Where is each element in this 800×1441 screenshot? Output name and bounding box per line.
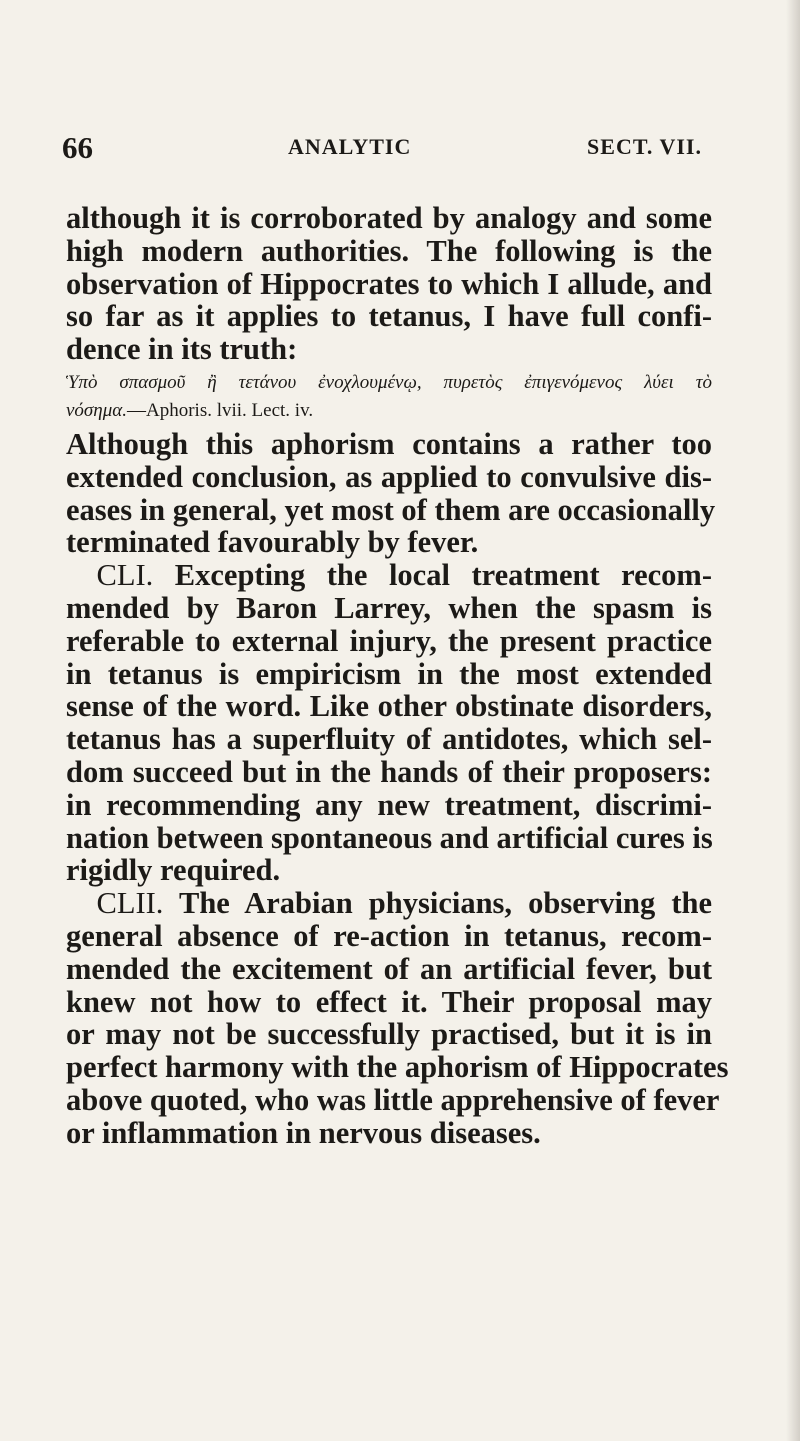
text-line: tetanus has a superfluity of antidotes, which sel-: [66, 722, 712, 757]
paragraph-intro: [66, 202, 712, 366]
section-number: CLII.: [96, 886, 164, 921]
text-line: dence in its truth:: [66, 332, 298, 367]
quote-citation: —Aphoris. lvii. Lect. iv.: [127, 399, 314, 421]
text-line: referable to external injury, the present practice: [66, 623, 712, 658]
text-line: although it is corroborated by analogy and some: [66, 201, 712, 235]
text-line: or may not be successfully practised, but it is in: [66, 1017, 712, 1052]
greek-quote-line: Ὑπὸ σπασμοῦ ἢ τετάνου ἐνοχλουμένῳ, πυρετὸς ἐπιγενόμενος λύει τὸ: [66, 371, 712, 393]
text-line: mended by Baron Larrey, when the spasm is: [66, 590, 712, 625]
paragraph-clii: [66, 886, 729, 1150]
text-line: eases in general, yet most of them are occasionally: [66, 492, 716, 527]
page-edge-shadow: [786, 0, 800, 1441]
text-line: sense of the word. Like other obstinate disorders,: [66, 689, 712, 724]
text-line: in recommending any new treatment, discrimi-: [66, 787, 712, 822]
text-line: observation of Hippocrates to which I allude, and: [66, 266, 712, 301]
text-line: dom succeed but in the hands of their proposers:: [66, 754, 712, 789]
paragraph-aphorism: [66, 426, 716, 560]
text-line: so far as it applies to tetanus, I have full confi-: [66, 299, 712, 334]
greek-quote-line: [66, 400, 712, 422]
page-body: [66, 201, 729, 1150]
text-line: nation between spontaneous and artificial cures is: [66, 820, 713, 855]
text-line: high modern authorities. The following is the: [66, 233, 712, 268]
text-line: terminated favourably by fever.: [66, 525, 479, 560]
text-line: extended conclusion, as applied to convulsive dis-: [66, 459, 712, 494]
text-line: knew not how to effect it. Their proposal may: [66, 984, 712, 1019]
text-line: in tetanus is empiricism in the most extended: [66, 656, 712, 691]
text-line: above quoted, who was little apprehensive of fever: [66, 1082, 720, 1117]
paragraph-cli: [66, 559, 712, 887]
greek-quote: [66, 372, 712, 422]
page-header: [62, 130, 702, 170]
text-line: perfect harmony with the aphorism of Hippocrates: [66, 1050, 729, 1085]
section-label: SECT. VII.: [587, 134, 702, 159]
text-line: rigidly required.: [66, 853, 281, 888]
text-line-rest: The Arabian physicians, observing the: [163, 886, 712, 921]
page-number: 66: [62, 130, 93, 165]
text-line: mended the excitement of an artificial fever, but: [66, 951, 712, 986]
text-line: or inflammation in nervous diseases.: [66, 1115, 541, 1150]
text-line: [66, 887, 712, 920]
running-title: ANALYTIC: [288, 134, 412, 159]
greek-quote-end: νόσημα.: [66, 399, 127, 421]
text-line: general absence of re-action in tetanus, recom-: [66, 918, 712, 953]
text-line: Although this aphorism contains a rather too: [66, 426, 712, 461]
section-number: CLI.: [96, 558, 154, 593]
text-line-rest: Excepting the local treatment recom-: [153, 558, 712, 593]
text-line: [66, 559, 712, 592]
